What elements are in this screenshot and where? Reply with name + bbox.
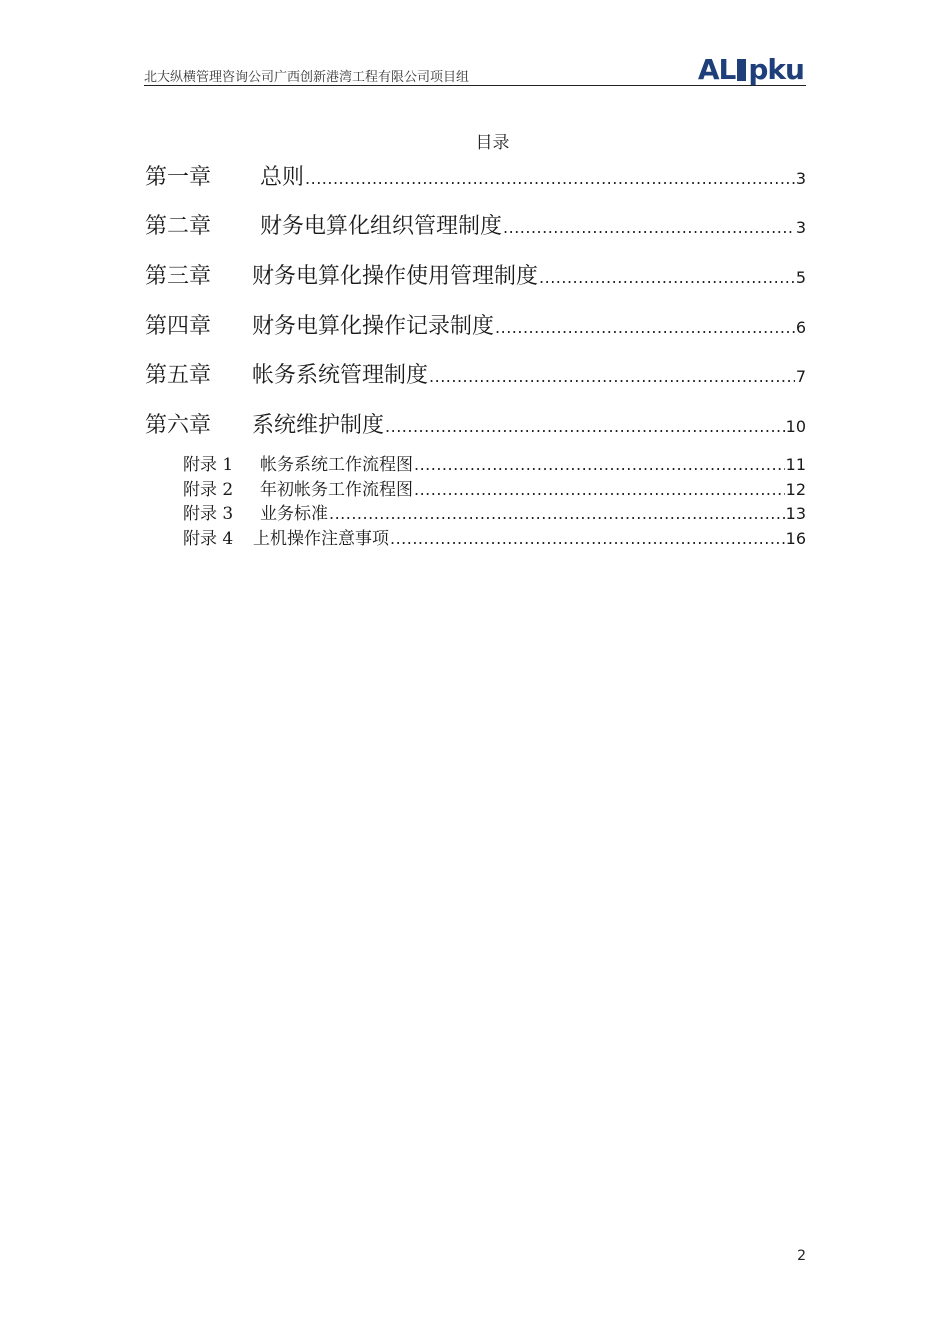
toc-entry-title: 帐务系统工作流程图 (260, 455, 413, 475)
toc-leader-dots (390, 529, 785, 548)
toc-entry-number: 附录 1 (183, 455, 234, 475)
toc-leader-dots (305, 169, 795, 188)
toc-entry-number: 第二章 (145, 214, 212, 239)
header-text: 北大纵横管理咨询公司广西创新港湾工程有限公司项目组 (144, 70, 470, 85)
toc-leader-dots (539, 268, 795, 287)
logo-text-left: AL (697, 53, 736, 86)
toc-entry-page: 12 (785, 480, 806, 499)
toc-title: 目录 (475, 133, 510, 153)
toc-entry-number: 附录 4 (183, 529, 234, 549)
toc-entry-number: 第六章 (145, 413, 212, 438)
toc-entry-title: 系统维护制度 (252, 413, 385, 438)
toc-entry-chapter-1[interactable] (145, 160, 806, 191)
toc-entry-title: 年初帐务工作流程图 (260, 480, 413, 500)
company-logo (698, 54, 804, 84)
toc-entry-appendix-1[interactable] (183, 450, 806, 475)
toc-entry-number: 第五章 (145, 363, 212, 388)
toc-leader-dots (429, 367, 795, 386)
page-number: 2 (797, 1248, 806, 1264)
toc-entry-number: 第三章 (145, 264, 212, 289)
toc-entry-title: 财务电算化操作使用管理制度 (252, 264, 539, 289)
toc-entry-number: 第一章 (145, 165, 212, 190)
toc-entry-title: 财务电算化组织管理制度 (260, 214, 503, 239)
page-header (144, 48, 806, 86)
toc-entry-chapter-3[interactable] (145, 259, 806, 290)
toc-entry-title: 业务标准 (260, 504, 328, 524)
toc-entry-page: 3 (795, 218, 806, 237)
toc-entry-number: 附录 3 (183, 504, 234, 524)
toc-entry-number: 附录 2 (183, 480, 234, 500)
toc-entry-page: 5 (795, 268, 806, 287)
toc-entry-page: 11 (785, 455, 806, 474)
toc-entry-appendix-3[interactable] (183, 499, 806, 524)
logo-text-right: pku (748, 53, 804, 86)
toc-entry-chapter-5[interactable] (145, 358, 806, 389)
toc-entry-title: 上机操作注意事项 (253, 529, 389, 549)
toc-entry-title: 帐务系统管理制度 (252, 363, 429, 388)
toc-entry-page: 6 (795, 318, 806, 337)
toc-leader-dots (385, 417, 785, 436)
toc-entry-page: 16 (785, 529, 806, 548)
toc-entry-title: 财务电算化操作记录制度 (252, 314, 495, 339)
toc-entry-chapter-6[interactable] (145, 408, 806, 439)
logo-bar-icon (737, 59, 746, 81)
toc-leader-dots (414, 480, 785, 499)
header-divider (144, 85, 806, 86)
toc-entry-chapter-2[interactable] (145, 209, 806, 240)
toc-leader-dots (503, 218, 795, 237)
toc-entry-page: 10 (785, 417, 806, 436)
toc-entry-page: 13 (785, 504, 806, 523)
toc-entry-number: 第四章 (145, 314, 212, 339)
toc-entry-appendix-2[interactable] (183, 475, 806, 500)
toc-entry-page: 7 (795, 367, 806, 386)
toc-entry-chapter-4[interactable] (145, 309, 806, 340)
toc-leader-dots (329, 504, 785, 523)
toc-leader-dots (414, 455, 785, 474)
toc-entry-page: 3 (795, 169, 806, 188)
toc-entry-appendix-4[interactable] (183, 524, 806, 549)
toc-leader-dots (495, 318, 795, 337)
toc-entry-title: 总则 (260, 165, 305, 190)
